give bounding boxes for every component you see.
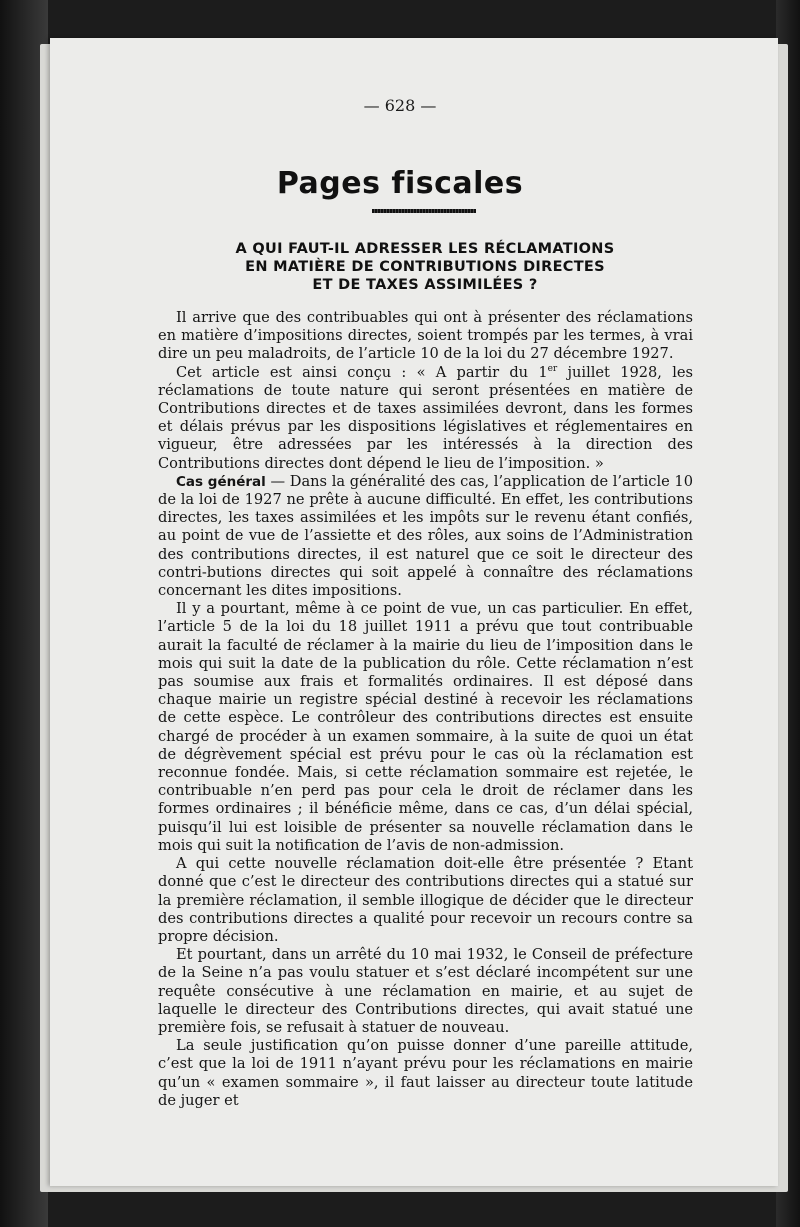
superscript: er	[547, 363, 558, 374]
article-body	[158, 309, 693, 1110]
paragraph-text: Cet article est ainsi conçu : « A partir du 1	[176, 363, 548, 381]
page-number: — 628 —	[363, 96, 437, 115]
page-title: Pages fiscales	[276, 166, 524, 201]
paragraph	[158, 473, 693, 600]
paragraph-text: — Dans la généralité des cas, l’application de l’article 10 de la loi de 1927 ne prête à aucune difficulté. En effet, les contributions directes, les taxes assimilées et les impôts sur le revenu étant confiés, au point de vue de l’assiette et des rôles, aux soins de l’Administration des contributions directes, il est naturel que ce soit le directeur des contri-butions directes qui soit appelé à connaître des réclamations concernant les dites impositions.	[158, 472, 694, 600]
paragraph: Il y a pourtant, même à ce point de vue, un cas particulier. En effet, l’article 5 de la loi du 18 juillet 1911 a prévu que tout contribuable aurait la faculté de réclamer à la mairie du lieu de l’imposition dans le mois qui suit la date de la publication du rôle. Cette réclamation n’est pas soumise aux frais et formalités ordinaires. Il est déposé dans chaque mairie un registre spécial destiné à recevoir les réclamations de cette espèce. Le contrôleur des contributions directes est ensuite chargé de procéder à un examen sommaire, à la suite de quoi un état de dégrèvement spécial est prévu pour le cas où la réclamation est reconnue fondée. Mais, si cette réclamation sommaire est rejetée, le contribuable n’en perd pas pour cela le droit de réclamer dans les formes ordinaires ; il bénéficie même, dans ce cas, d’un délai spécial, puisqu’il lui est loisible de présenter sa nouvelle réclamation dans le mois qui suit la notification de l’avis de non-admission.	[158, 600, 693, 854]
heading-line: EN MATIÈRE DE CONTRIBUTIONS DIRECTES	[245, 259, 605, 275]
paragraph-lead: Cas général	[176, 473, 266, 490]
paragraph-text: juillet 1928, les réclamations de toute nature qui seront présentées en matière de Contributions directes et de taxes assimilées devront, dans les formes et délais prévus par les dispositions législatives et réglementaires en vigueur, être adressées par les intéressés à la direction des Contributions directes dont dépend le lieu de l’imposition. »	[158, 363, 693, 472]
heading-line: ET DE TAXES ASSIMILÉES ?	[312, 277, 538, 293]
paragraph: Et pourtant, dans un arrêté du 10 mai 1932, le Conseil de préfecture de la Seine n’a pas voulu statuer et s’est déclaré incompétent sur une requête consécutive à une réclamation en mairie, et au sujet de laquelle le directeur des Contributions directes, qui avait statué une première fois, se refusait à statuer de nouveau.	[158, 946, 693, 1036]
section-heading	[160, 240, 690, 294]
paragraph: A qui cette nouvelle réclamation doit-elle être présentée ? Etant donné que c’est le directeur des contributions directes qui a statué sur la première réclamation, il semble illogique de décider que le directeur des contributions directes a qualité pour recevoir un recours contre sa propre décision.	[158, 855, 693, 945]
title-rule	[372, 209, 476, 213]
heading-line: A QUI FAUT-IL ADRESSER LES RÉCLAMATIONS	[235, 241, 615, 257]
paragraph	[158, 364, 693, 473]
paragraph: Il arrive que des contribuables qui ont à présenter des réclamations en matière d’impositions directes, soient trompés par les termes, à vrai dire un peu maladroits, de l’article 10 de la loi du 27 décembre 1927.	[158, 309, 693, 363]
paragraph: La seule justification qu’on puisse donner d’une pareille attitude, c’est que la loi de 1911 n’ayant prévu pour les réclamations en mairie qu’un « examen sommaire », il faut laisser au directeur toute latitude de juger et	[158, 1037, 693, 1109]
